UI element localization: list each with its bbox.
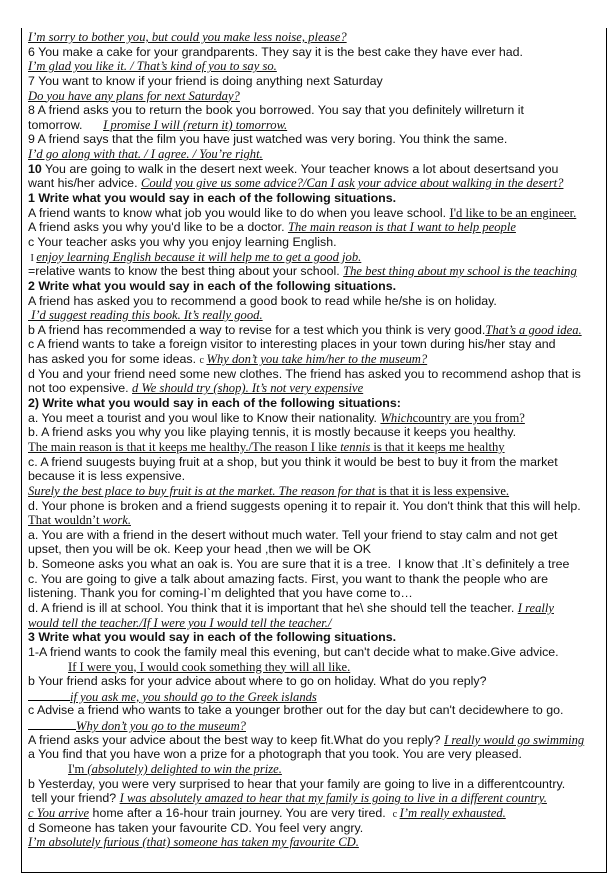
- prompt-text: A friend has asked you to recommend a good book to read while he/she is on holiday.: [28, 293, 497, 308]
- answer-text: The best thing about my school is the teaching: [343, 264, 577, 279]
- prompt-text: a. You are with a friend in the desert without much water. Tell your friend to stay calm and not get: [28, 527, 558, 542]
- text-line: [28, 440, 606, 455]
- prompt-text: 8 A friend asks you to return the book you borrowed. You say that you definitely willreturn it: [28, 103, 524, 118]
- text-line: [28, 469, 606, 484]
- text-line: [28, 791, 606, 806]
- prompt-text: 6 You make a cake for your grandparents. They say it is the best cake they have ever had.: [28, 44, 524, 59]
- worksheet-page: [21, 28, 607, 873]
- prompt-text: b A friend has recommended a way to revise for a test which you think is very good.: [28, 322, 486, 337]
- prompt-text: b. A friend asks you why you like playing tennis, it is mostly because it keeps you healthy.: [28, 425, 517, 440]
- text-line: [28, 645, 606, 660]
- text-line: [28, 572, 606, 587]
- prompt-text: b. Someone asks you what an oak is. You are sure that it is a tree. I know that .It`s definitely a tree: [28, 557, 570, 572]
- answer-text: I really: [517, 600, 554, 615]
- answer-text: tennis: [340, 439, 371, 454]
- answer-text: country are you from?: [412, 410, 525, 425]
- answer-blank: [28, 718, 76, 730]
- section-heading: 2) Write what you would say in each of the following situations:: [28, 396, 401, 411]
- answer-text: work.: [102, 513, 131, 528]
- text-line: [28, 323, 606, 338]
- text-line: [28, 821, 606, 836]
- answer-text: would tell the teacher./If I were you I would tell the teacher./: [28, 615, 332, 630]
- prompt-text: A friend wants to know what job you would like to do when you leave school.: [28, 205, 450, 220]
- prompt-text: d. A friend is ill at school. You think that it is important that he\ she should tell the teacher.: [28, 600, 518, 615]
- prompt-text: want his/her advice.: [28, 176, 141, 191]
- answer-text: The main reason is that it keeps me healthy./The reason I like: [28, 439, 341, 454]
- text-line: [28, 499, 606, 514]
- text-line: [28, 601, 606, 616]
- prompt-text: tomorrow.: [28, 117, 104, 132]
- answer-text: Why don’t you take him/her to the museum?: [206, 352, 428, 367]
- prompt-text: upset, then you will be ok. Keep your head ,then we will be OK: [28, 542, 372, 557]
- answer-text: Do you have any plans for next Saturday?: [28, 88, 240, 103]
- answer-text: I'm: [68, 762, 88, 777]
- prompt-text: b Yesterday, you were very surprised to hear that your family are going to live in a differentcountry.: [28, 776, 566, 791]
- answer-text: That’s a good idea.: [485, 322, 582, 337]
- answer-text: I really would go swimming: [444, 732, 585, 747]
- prompt-text: 7 You want to know if your friend is doing anything next Saturday: [28, 73, 383, 88]
- answer-text: Which: [380, 410, 413, 425]
- answer-text: I’m really exhausted.: [399, 805, 506, 820]
- answer-text: Surely the best place to buy fruit is at the market. The reason for that: [28, 483, 376, 498]
- text-line: [28, 557, 606, 572]
- text-line: [28, 674, 606, 689]
- text-line: [28, 689, 606, 704]
- prompt-text: a You find that you have won a prize for a photograph that you took. You are very pleased.: [28, 747, 522, 762]
- prompt-text: a. You meet a tourist and you woul like to Know their nationality.: [28, 410, 381, 425]
- prompt-text: has asked you for some ideas.: [28, 352, 200, 367]
- text-line: [28, 264, 606, 279]
- text-line: [28, 220, 606, 235]
- text-line: [28, 74, 606, 89]
- text-line: [28, 118, 606, 133]
- answer-text: Why don’t you go to the museum?: [76, 719, 246, 734]
- prompt-text: d You and your friend need some new clothes. The friend has asked you to recommend ashop that is: [28, 366, 581, 381]
- prompt-text: 1-A friend wants to cook the family meal this evening, but can't decide what to make.Give advice.: [28, 644, 559, 659]
- answer-text: If I were you, I would cook something they will all like.: [68, 659, 351, 674]
- answer-text: is that it is less expensive.: [375, 483, 510, 498]
- answer-text: c You arrive: [28, 805, 90, 820]
- text-line: [28, 777, 606, 792]
- text-line: [28, 528, 606, 543]
- label-text: c: [392, 808, 400, 820]
- prompt-text: d Someone has taken your favourite CD. You feel very angry.: [28, 820, 364, 835]
- text-line: [28, 616, 606, 631]
- text-line: [28, 586, 606, 601]
- prompt-text: home after a 16-hour train journey. You are very tired.: [89, 805, 393, 820]
- text-line: [28, 381, 606, 396]
- answer-text: I’m glad you like it. / That’s kind of you to say so.: [28, 59, 277, 74]
- text-line: [28, 396, 606, 411]
- text-line: [28, 806, 606, 821]
- text-line: [28, 762, 606, 777]
- prompt-text: not too expensive.: [28, 381, 133, 396]
- answer-text: I’d suggest reading this book. It’s really good.: [28, 308, 263, 323]
- text-line: [28, 132, 606, 147]
- text-line: [28, 162, 606, 177]
- answer-text: That wouldn’t: [28, 513, 103, 528]
- text-line: [28, 660, 606, 675]
- prompt-text: d. Your phone is broken and a friend suggests opening it to repair it. You don't think that this will help.: [28, 498, 581, 513]
- section-heading: 2 Write what you would say in each of the following situations.: [28, 278, 397, 293]
- prompt-text: c. You are going to give a talk about amazing facts. First, you want to thank the people who are: [28, 571, 549, 586]
- text-line: [28, 747, 606, 762]
- text-line: [28, 367, 606, 382]
- text-line: [28, 176, 606, 191]
- prompt-text: A friend asks you why you'd like to be a doctor.: [28, 220, 288, 235]
- answer-text: I’m sorry to bother you, but could you make less noise, please?: [28, 30, 347, 44]
- text-line: [28, 103, 606, 118]
- answer-text: if you ask me, you should go to the Greek islands: [70, 689, 317, 704]
- text-line: [28, 733, 606, 748]
- prompt-text: b Your friend asks for your advice about where to go on holiday. What do you reply?: [28, 674, 487, 689]
- text-line: [28, 206, 606, 221]
- text-line: [28, 352, 606, 367]
- answer-text: I was absolutely amazed to hear that my family is going to live in a different country.: [119, 791, 547, 806]
- text-line: [28, 718, 606, 733]
- prompt-text: c A friend wants to take a foreign visitor to interesting places in your town during his/her stay and: [28, 337, 556, 352]
- text-line: [28, 89, 606, 104]
- answer-text: I promise I will (return it) tomorrow.: [103, 117, 288, 132]
- answer-text: (absolutely) delighted to win the prize.: [87, 762, 282, 777]
- prompt-text: because it is less expensive.: [28, 469, 186, 484]
- text-line: [28, 191, 606, 206]
- prompt-text: You are going to walk in the desert next week. Your teacher knows a lot about desertsand you: [41, 161, 559, 176]
- answer-text: d We should try (shop). It’s not very expensive: [132, 381, 364, 396]
- text-line: [28, 484, 606, 499]
- text-line: [28, 703, 606, 718]
- answer-text: is that it keeps me healthy: [370, 439, 505, 454]
- section-heading: 10: [28, 161, 42, 176]
- section-heading: 3 Write what you would say in each of the following situations.: [28, 630, 397, 645]
- answer-text: enjoy learning English because it will help me to get a good job.: [36, 249, 362, 264]
- prompt-text: 9 A friend says that the film you have just watched was very boring. You think the same.: [28, 132, 508, 147]
- prompt-text: c. A friend suugests buying fruit at a shop, but you think it would be best to buy it from the market: [28, 454, 558, 469]
- prompt-text: c Advise a friend who wants to take a younger brother out for the day but can't decidewhere to go.: [28, 703, 564, 718]
- text-line: [28, 308, 606, 323]
- prompt-text: =relative wants to know the best thing about your school.: [28, 264, 344, 279]
- answer-text: The main reason is that I want to help people: [287, 220, 516, 235]
- text-line: [28, 59, 606, 74]
- text-line: [28, 250, 606, 265]
- answer-text: I’d go along with that. / I agree. / You’re right.: [28, 147, 263, 162]
- text-line: [28, 425, 606, 440]
- answer-text: Could you give us some advice?/Can I ask your advice about walking in the desert?: [140, 176, 564, 191]
- answer-text: I'd like to be an engineer.: [449, 205, 577, 220]
- prompt-text: A friend asks your advice about the best way to keep fit.What do you reply?: [28, 732, 445, 747]
- text-line: [28, 411, 606, 426]
- text-line: [28, 147, 606, 162]
- label-text: I: [28, 252, 37, 264]
- prompt-text: tell your friend?: [28, 791, 120, 806]
- label-text: c: [199, 355, 207, 367]
- text-line: [28, 235, 606, 250]
- text-line: [28, 279, 606, 294]
- text-line: [28, 542, 606, 557]
- prompt-text: c Your teacher asks you why you enjoy learning English.: [28, 234, 337, 249]
- text-line: [28, 337, 606, 352]
- text-line: [28, 45, 606, 60]
- text-line: [28, 630, 606, 645]
- prompt-text: listening. Thank you for coming-I`m delighted that you have come to…: [28, 586, 413, 601]
- answer-blank: [28, 689, 70, 701]
- text-line: [28, 30, 606, 45]
- text-line: [28, 455, 606, 470]
- answer-text: I’m absolutely furious (that) someone has taken my favourite CD.: [28, 835, 359, 850]
- text-line: [28, 513, 606, 528]
- section-heading: 1 Write what you would say in each of the following situations.: [28, 191, 397, 206]
- text-line: [28, 294, 606, 309]
- text-line: [28, 835, 606, 850]
